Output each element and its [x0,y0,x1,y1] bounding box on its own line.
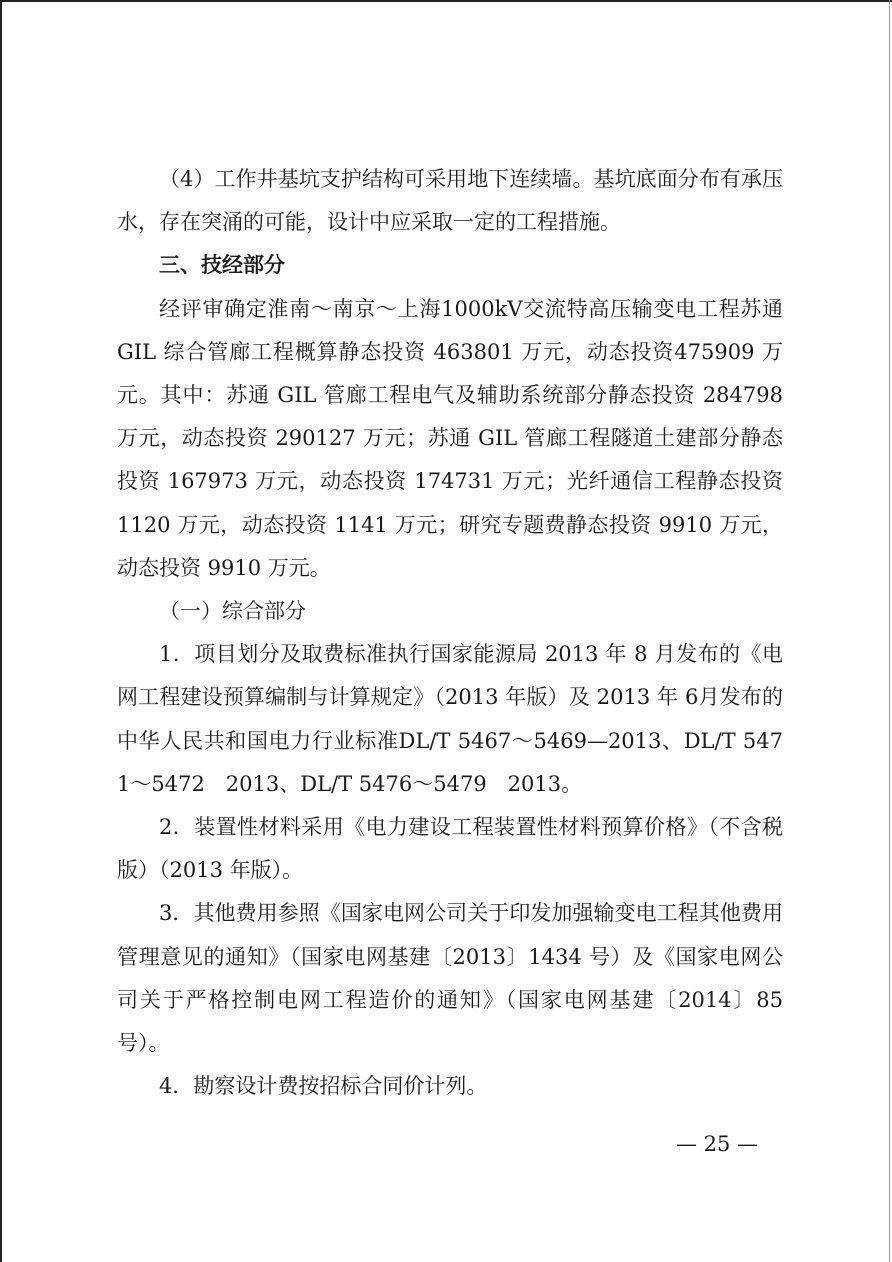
subsection-heading-general: （一）综合部分 [159,599,306,624]
paragraph-clause-4: 4．勘察设计费按招标合同价计列。 [159,1074,488,1099]
paragraph-clause-2: 2．装置性材料采用《电力建设工程装置性材料预算价格》（不含税版）（2013 年版）。 [117,815,783,883]
page-border-right [889,0,890,1262]
page-border-top [0,0,892,2]
paragraph-item-4: （4）工作井基坑支护结构可采用地下连续墙。基坑底面分布有承压水，存在突涌的可能，设计中应采取一定的工程措施。 [117,167,783,235]
paragraph-clause-3: 3．其他费用参照《国家电网公司关于印发加强输变电工程其他费用管理意见的通知》（国家电网基建〔2013〕1434 号）及《国家电网公司关于严格控制电网工程造价的通知》（国家电网基建〔2014〕85 号）。 [117,901,783,1056]
document-body [117,158,783,1108]
page-number: — 25 — [676,1132,759,1156]
paragraph-clause-1: 1．项目划分及取费标准执行国家能源局 2013 年 8 月发布的《电网工程建设预算编制与计算规定》（2013 年版）及 2013 年 6月发布的中华人民共和国电力行业标准DL/T 5467～5469—2013、DL/T 5471～5472 2013、DL/T 5476～5479 2013。 [117,642,783,796]
paragraph-investment-summary: 经评审确定淮南～南京～上海1000kV交流特高压输变电工程苏通 GIL 综合管廊工程概算静态投资 463801 万元，动态投资475909 万元。其中：苏通 GIL 管廊工程电气及辅助系统部分静态投资 284798 万元，动态投资 290127 万元；苏通 GIL 管廊工程隧道土建部分静态投资 167973 万元，动态投资 174731 万元；光纤通信工程静态投资 1120 万元，动态投资 1141 万元；研究专题费静态投资 9910 万元，动态投资 9910 万元。 [117,296,783,580]
page-border-left [0,0,2,1262]
section-heading-tech-economic: 三、技经部分 [159,253,285,278]
